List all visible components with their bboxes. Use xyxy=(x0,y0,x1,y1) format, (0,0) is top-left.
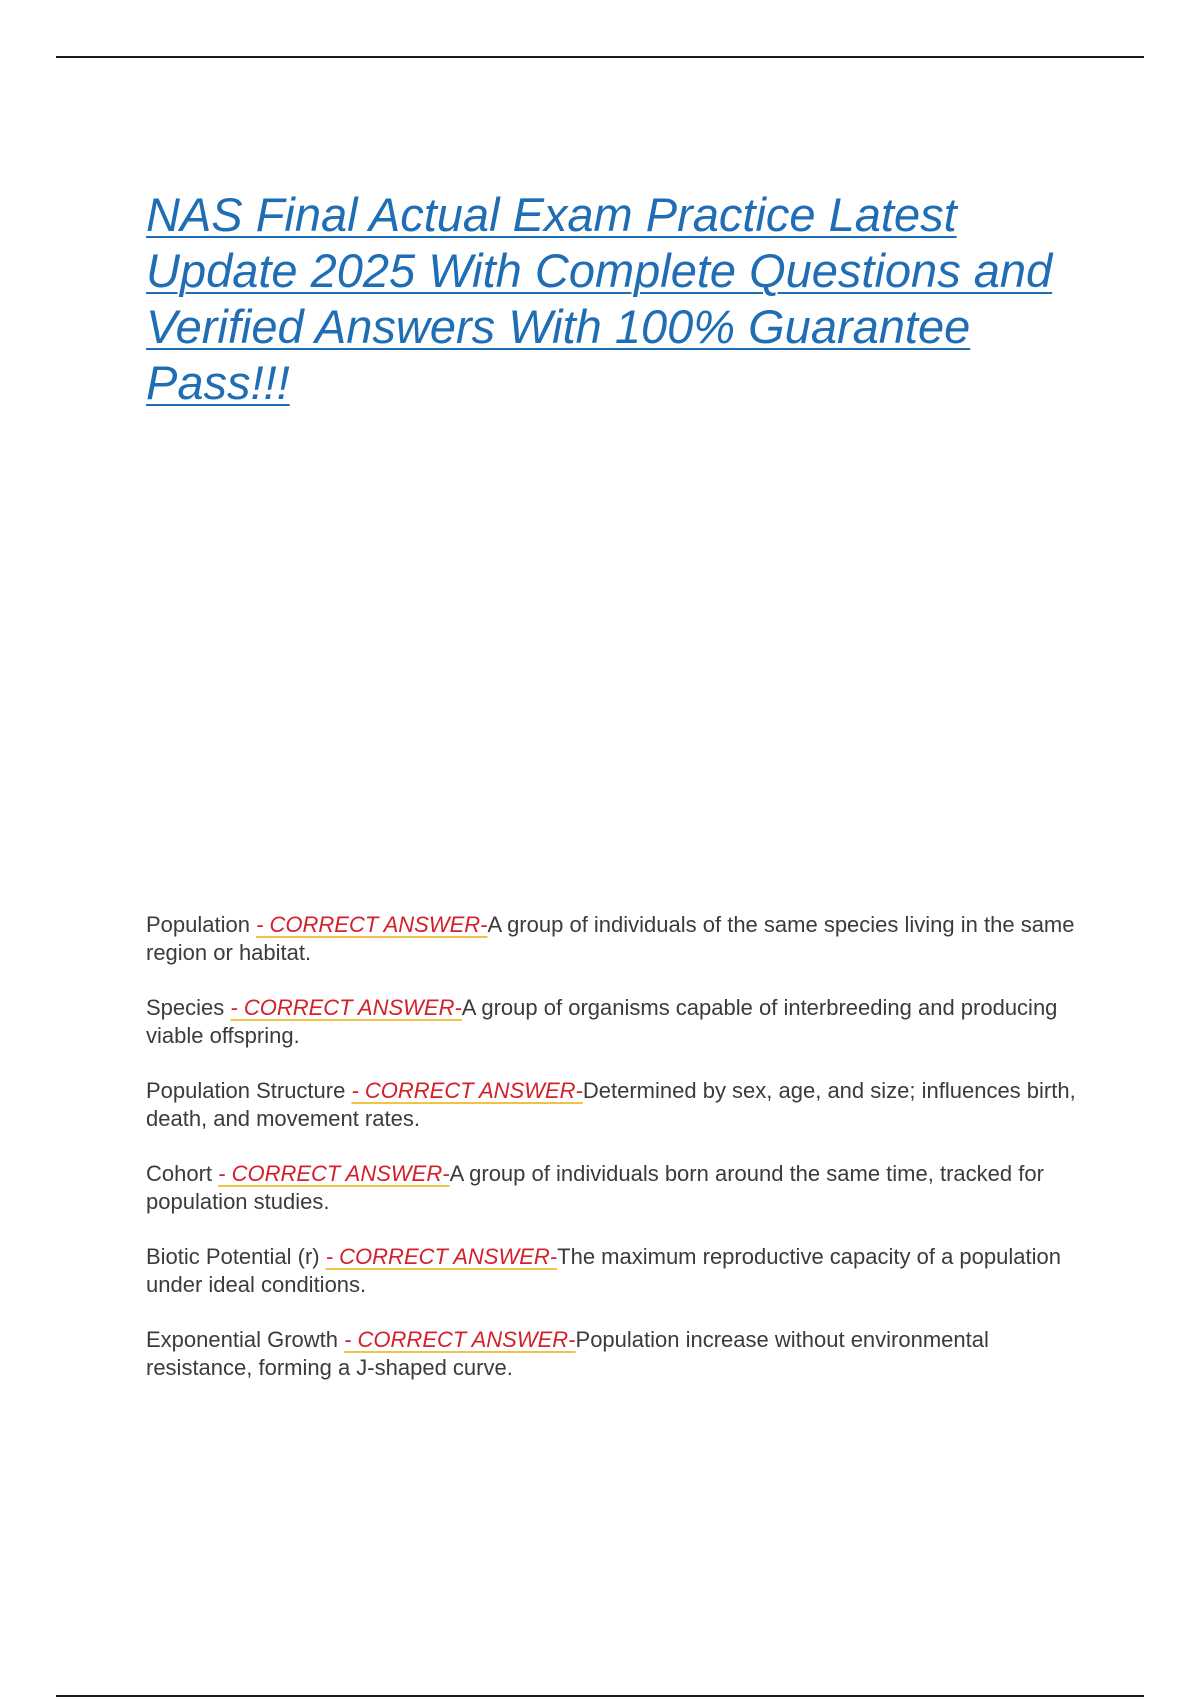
document-title[interactable] xyxy=(146,187,1106,411)
qa-item-biotic-potential xyxy=(146,1243,1086,1299)
footer-rule xyxy=(56,1695,1144,1697)
qa-item-species xyxy=(146,994,1086,1050)
qa-term: Exponential Growth xyxy=(146,1327,345,1352)
qa-definition: Population increase without environmental resistance, forming a J-shaped curve. xyxy=(146,1327,989,1380)
qa-item-cohort xyxy=(146,1160,1086,1216)
qa-list xyxy=(146,911,1086,1409)
correct-answer-marker: - CORRECT ANSWER- xyxy=(230,995,462,1020)
correct-answer-marker: - CORRECT ANSWER- xyxy=(256,912,488,937)
correct-answer-marker: - CORRECT ANSWER- xyxy=(325,1244,558,1269)
title-line: Update 2025 With Complete Questions and xyxy=(146,244,1053,297)
qa-item-exponential-growth xyxy=(146,1326,1086,1382)
title-line: Pass!!! xyxy=(146,356,290,409)
qa-definition: The maximum reproductive capacity of a population under ideal conditions. xyxy=(146,1244,1061,1297)
qa-definition: A group of organisms capable of interbreeding and producing viable offspring. xyxy=(146,995,1058,1048)
qa-definition: A group of individuals of the same species living in the same region or habitat. xyxy=(146,912,1075,965)
qa-term: Cohort xyxy=(146,1161,219,1186)
qa-term: Population Structure xyxy=(146,1078,352,1103)
qa-term: Population xyxy=(146,912,257,937)
qa-term: Biotic Potential (r) xyxy=(146,1244,326,1269)
correct-answer-marker: - CORRECT ANSWER- xyxy=(344,1327,576,1352)
qa-definition: Determined by sex, age, and size; influences birth, death, and movement rates. xyxy=(146,1078,1076,1131)
correct-answer-marker: - CORRECT ANSWER- xyxy=(218,1161,450,1186)
qa-definition: A group of individuals born around the same time, tracked for population studies. xyxy=(146,1161,1044,1214)
qa-item-population xyxy=(146,911,1086,967)
qa-item-population-structure xyxy=(146,1077,1086,1133)
title-line: Verified Answers With 100% Guarantee xyxy=(146,300,971,353)
header-rule xyxy=(56,56,1144,58)
title-line: NAS Final Actual Exam Practice Latest xyxy=(146,188,957,241)
qa-term: Species xyxy=(146,995,231,1020)
correct-answer-marker: - CORRECT ANSWER- xyxy=(351,1078,583,1103)
